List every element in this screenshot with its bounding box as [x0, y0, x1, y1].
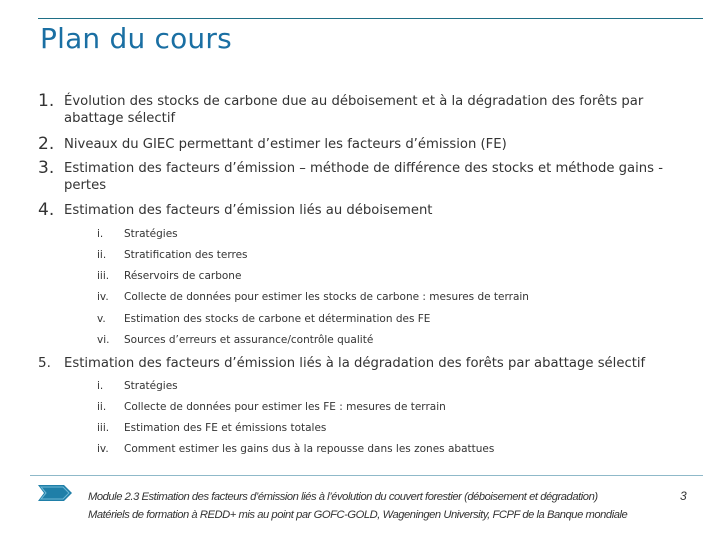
outline-item-text: Niveaux du GIEC permettant d’estimer les facteurs d’émission (FE): [64, 137, 507, 152]
footer-divider: [30, 475, 703, 476]
subitem-number: iv.: [97, 443, 109, 455]
outline-item-number: 1.: [38, 91, 55, 111]
subitem-text: Réservoirs de carbone: [124, 270, 242, 282]
subitem-number: ii.: [97, 249, 107, 261]
subitem-number: i.: [97, 380, 104, 392]
subitem-number: v.: [97, 313, 106, 325]
outline-subitem: [97, 400, 697, 414]
outline-item-1: [38, 93, 703, 127]
subitem-text: Collecte de données pour estimer les stocks de carbone : mesures de terrain: [124, 291, 529, 303]
subitem-number: vi.: [97, 334, 110, 346]
subitem-text: Estimation des FE et émissions totales: [124, 422, 327, 434]
chevron-right-icon: [37, 484, 73, 502]
subitem-text: Stratégies: [124, 228, 178, 240]
outline-item-3: [38, 160, 703, 194]
outline-item-text: Estimation des facteurs d’émission liés au déboisement: [64, 203, 433, 218]
outline-item-number: 3.: [38, 158, 55, 178]
footer-materials-line: Matériels de formation à REDD+ mis au point par GOFC-GOLD, Wageningen University, FCPF de la Banque mondiale: [88, 509, 628, 521]
outline-item-2: [38, 136, 703, 153]
outline-subitem: [97, 421, 697, 435]
outline-subitem: [97, 442, 697, 456]
outline-subitem: [97, 312, 697, 326]
subitem-text: Estimation des stocks de carbone et détermination des FE: [124, 313, 431, 325]
subitem-number: iii.: [97, 270, 110, 282]
outline-item-text: Estimation des facteurs d’émission – méthode de différence des stocks et méthode gains -pertes: [64, 161, 663, 193]
outline-item-text: Évolution des stocks de carbone due au déboisement et à la dégradation des forêts par abattage sélectif: [64, 94, 644, 126]
outline-item-number: 2.: [38, 134, 55, 154]
outline-item-text: Estimation des facteurs d’émission liés à la dégradation des forêts par abattage sélectif: [64, 356, 646, 371]
subitem-text: Collecte de données pour estimer les FE : mesures de terrain: [124, 401, 446, 413]
slide-title: Plan du cours: [40, 22, 232, 55]
subitem-text: Stratification des terres: [124, 249, 248, 261]
subitem-text: Comment estimer les gains dus à la repousse dans les zones abattues: [124, 443, 495, 455]
outline-subitem: [97, 379, 697, 393]
outline-item-number: 4.: [38, 200, 55, 220]
outline-item-5: [38, 355, 703, 372]
outline-subitem: [97, 269, 697, 283]
outline-subitem: [97, 290, 697, 304]
subitem-text: Sources d’erreurs et assurance/contrôle qualité: [124, 334, 374, 346]
outline-subitem: [97, 227, 697, 241]
subitem-text: Stratégies: [124, 380, 178, 392]
outline-item-4: [38, 202, 703, 219]
outline-subitem: [97, 333, 697, 347]
subitem-number: iii.: [97, 422, 110, 434]
subitem-number: iv.: [97, 291, 109, 303]
outline-subitem: [97, 248, 697, 262]
footer-credits: [88, 488, 688, 524]
subitem-number: i.: [97, 228, 104, 240]
page-number: 3: [680, 489, 687, 503]
footer-module-line: Module 2.3 Estimation des facteurs d’émission liés à l’évolution du couvert forestier (déboisement et dégradation): [88, 491, 598, 503]
outline-item-number: 5.: [38, 355, 51, 371]
subitem-number: ii.: [97, 401, 107, 413]
